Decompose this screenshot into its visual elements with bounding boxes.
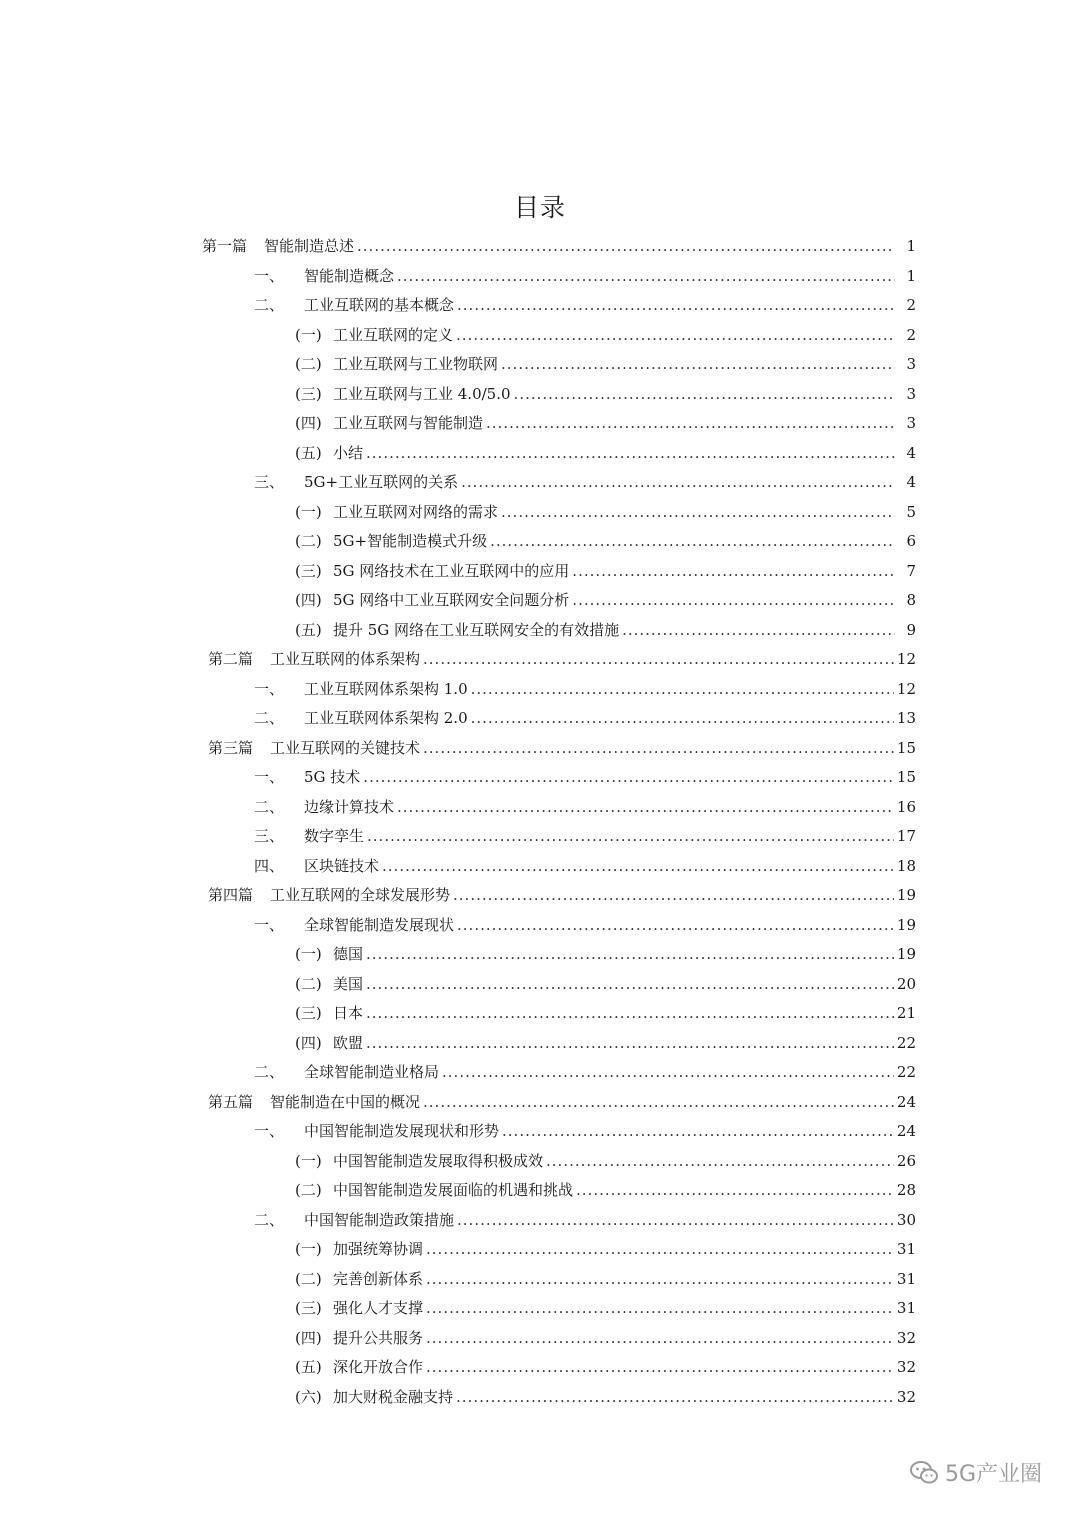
toc-entry[interactable] bbox=[208, 648, 916, 678]
toc-entry[interactable] bbox=[295, 619, 916, 649]
toc-entry-label: 深化开放合作 bbox=[333, 1358, 424, 1376]
toc-page-number: 4 bbox=[906, 443, 916, 462]
toc-entry-label: 强化人才支撑 bbox=[333, 1299, 424, 1317]
toc-dot-leader bbox=[423, 739, 894, 757]
toc-page-number: 24 bbox=[896, 1122, 916, 1140]
toc-entry-number: (二) bbox=[295, 1181, 322, 1199]
toc-dot-leader bbox=[471, 709, 894, 727]
toc-entry[interactable] bbox=[254, 707, 916, 737]
toc-entry-number: 二、 bbox=[254, 1063, 285, 1081]
toc-entry-label: 工业互联网的体系架构 bbox=[270, 650, 421, 668]
toc-dot-leader bbox=[397, 267, 895, 285]
toc-entry-title bbox=[295, 1032, 363, 1053]
toc-dot-leader bbox=[363, 768, 894, 786]
toc-dot-leader bbox=[367, 827, 894, 845]
toc-entry[interactable] bbox=[295, 1179, 916, 1209]
toc-entry-number: (五) bbox=[295, 443, 322, 462]
toc-entry[interactable] bbox=[295, 943, 916, 973]
toc-page-number: 21 bbox=[896, 1004, 916, 1022]
toc-dot-leader bbox=[366, 444, 895, 462]
toc-page-number: 32 bbox=[896, 1328, 916, 1347]
toc-page-number: 26 bbox=[896, 1151, 916, 1170]
toc-entry-number: (四) bbox=[295, 414, 322, 432]
toc-entry-title bbox=[295, 943, 363, 964]
toc-entry-label: 工业互联网的关键技术 bbox=[270, 738, 421, 757]
toc-entry-title bbox=[208, 648, 420, 669]
toc-entry[interactable] bbox=[254, 678, 916, 708]
toc-entry[interactable] bbox=[295, 1002, 916, 1032]
toc-entry-label: 区块链技术 bbox=[304, 856, 380, 875]
toc-page-number: 1 bbox=[906, 237, 916, 255]
toc-dot-leader bbox=[426, 1299, 894, 1317]
toc-entry-title bbox=[202, 235, 354, 256]
toc-page-number: 19 bbox=[896, 945, 916, 963]
toc-entry-number: 一、 bbox=[254, 266, 285, 285]
toc-entry[interactable] bbox=[295, 1327, 916, 1357]
toc-entry-number: (四) bbox=[295, 1033, 322, 1052]
toc-entry[interactable] bbox=[295, 383, 916, 413]
toc-dot-leader bbox=[572, 562, 895, 580]
toc-entry[interactable] bbox=[254, 855, 916, 885]
toc-entry-title bbox=[295, 1268, 423, 1289]
toc-dot-leader bbox=[490, 532, 895, 550]
toc-entry-title bbox=[208, 1091, 420, 1112]
toc-entry-number: (二) bbox=[295, 1269, 322, 1288]
toc-page-number: 12 bbox=[896, 679, 916, 698]
toc-page-number: 24 bbox=[896, 1092, 916, 1111]
toc-entry-number: (二) bbox=[295, 355, 322, 373]
toc-entry-number: 一、 bbox=[254, 915, 285, 934]
toc-entry-label: 工业互联网体系架构 2.0 bbox=[304, 709, 468, 727]
toc-entry-title bbox=[295, 412, 483, 433]
toc-entry[interactable] bbox=[295, 560, 916, 590]
toc-entry[interactable] bbox=[295, 501, 916, 531]
toc-entry-title bbox=[295, 1002, 363, 1023]
toc-entry-label: 5G 网络中工业互联网安全问题分析 bbox=[333, 591, 570, 609]
toc-entry[interactable] bbox=[208, 737, 916, 767]
toc-entry-label: 加大财税金融支持 bbox=[333, 1387, 454, 1406]
toc-entry[interactable] bbox=[295, 442, 916, 472]
toc-dot-leader bbox=[457, 916, 894, 934]
toc-entry-label: 工业互联网的基本概念 bbox=[304, 296, 455, 314]
toc-entry-label: 5G+工业互联网的关系 bbox=[304, 473, 459, 491]
watermark-text: 5G产业圈 bbox=[944, 1462, 1042, 1487]
toc-page-number: 19 bbox=[896, 886, 916, 904]
toc-entry-number: 四、 bbox=[254, 856, 285, 875]
toc-entry[interactable] bbox=[295, 589, 916, 619]
toc-dot-leader bbox=[366, 945, 894, 963]
toc-entry-number: (三) bbox=[295, 561, 322, 580]
watermark bbox=[909, 1457, 1042, 1488]
toc-entry[interactable] bbox=[295, 353, 916, 383]
toc-page-number: 16 bbox=[896, 797, 916, 816]
toc-entry[interactable] bbox=[295, 1238, 916, 1268]
toc-entry-label: 全球智能制造业格局 bbox=[304, 1063, 440, 1081]
toc-dot-leader bbox=[426, 1270, 894, 1288]
toc-dot-leader bbox=[486, 414, 895, 432]
toc-entry-label: 工业互联网体系架构 1.0 bbox=[304, 679, 468, 698]
toc-entry-number: 三、 bbox=[254, 827, 285, 845]
toc-entry-label: 数字孪生 bbox=[304, 827, 365, 845]
toc-entry[interactable] bbox=[254, 294, 916, 324]
toc-entry-number: 第四篇 bbox=[208, 886, 254, 904]
toc-dot-leader bbox=[501, 355, 895, 373]
toc-page-number: 20 bbox=[896, 974, 916, 993]
toc-entry-number: (四) bbox=[295, 591, 322, 609]
toc-page-number: 22 bbox=[896, 1063, 916, 1081]
toc-entry-title bbox=[254, 796, 394, 817]
toc-entry[interactable] bbox=[254, 766, 916, 796]
toc-entry-number: 一、 bbox=[254, 679, 285, 698]
toc-entry-number: (二) bbox=[295, 974, 322, 993]
toc-entry-label: 中国智能制造发展现状和形势 bbox=[304, 1122, 500, 1140]
toc-entry-number: 二、 bbox=[254, 709, 285, 727]
toc-entry-number: 二、 bbox=[254, 797, 285, 816]
toc-entry[interactable] bbox=[254, 471, 916, 501]
toc-entry-label: 中国智能制造政策措施 bbox=[304, 1210, 455, 1229]
toc-entry-number: 第五篇 bbox=[208, 1092, 254, 1111]
toc-dot-leader bbox=[366, 1004, 894, 1022]
toc-entry-title bbox=[254, 1061, 439, 1082]
toc-entry-number: 三、 bbox=[254, 473, 285, 491]
toc-page-number: 18 bbox=[896, 856, 916, 875]
toc-entry-number: (一) bbox=[295, 502, 322, 521]
toc-dot-leader bbox=[514, 385, 895, 403]
toc-entry-number: (一) bbox=[295, 1151, 322, 1170]
toc-entry-label: 完善创新体系 bbox=[333, 1269, 424, 1288]
toc-entry-number: 二、 bbox=[254, 1210, 285, 1229]
toc-entry-title bbox=[295, 1297, 423, 1318]
toc-entry-title bbox=[254, 707, 468, 728]
toc-entry-number: (一) bbox=[295, 325, 322, 344]
toc-entry-number: 二、 bbox=[254, 296, 285, 314]
toc-entry-number: (三) bbox=[295, 1004, 322, 1022]
toc-dot-leader bbox=[453, 886, 894, 904]
toc-page-number: 28 bbox=[896, 1181, 916, 1199]
toc-page-number: 8 bbox=[906, 591, 916, 609]
toc-entry-number: (三) bbox=[295, 384, 322, 403]
toc-entry[interactable] bbox=[254, 825, 916, 855]
toc-entry-label: 工业互联网的定义 bbox=[333, 325, 454, 344]
toc-entry-title bbox=[295, 324, 453, 345]
toc-dot-leader bbox=[502, 1122, 894, 1140]
toc-page-number: 32 bbox=[896, 1358, 916, 1376]
toc-entry[interactable] bbox=[295, 324, 916, 354]
toc-entry[interactable] bbox=[295, 412, 916, 442]
toc-entry[interactable] bbox=[202, 235, 916, 265]
toc-entry-title bbox=[295, 1356, 423, 1377]
toc-dot-leader bbox=[457, 1211, 894, 1229]
toc-entry-label: 边缘计算技术 bbox=[304, 797, 395, 816]
toc-page-number: 13 bbox=[896, 709, 916, 727]
toc-page-number: 1 bbox=[906, 266, 916, 285]
toc-entry-title bbox=[254, 914, 454, 935]
toc-page-number: 6 bbox=[906, 532, 916, 550]
toc-entry-number: 第二篇 bbox=[208, 650, 254, 668]
toc-page-number: 17 bbox=[896, 827, 916, 845]
toc-entry[interactable] bbox=[254, 1061, 916, 1091]
toc-entry-number: (三) bbox=[295, 1299, 322, 1317]
toc-entry-title bbox=[295, 1238, 423, 1259]
toc-entry-number: (六) bbox=[295, 1387, 322, 1406]
toc-dot-leader bbox=[423, 1093, 894, 1111]
toc-page-number: 5 bbox=[906, 502, 916, 521]
toc-entry-title bbox=[254, 1209, 454, 1230]
toc-entry-label: 5G+智能制造模式升级 bbox=[333, 532, 488, 550]
toc-dot-leader bbox=[382, 857, 894, 875]
toc-entry-title bbox=[295, 560, 569, 581]
toc-entry-title bbox=[208, 737, 420, 758]
toc-entry-label: 工业互联网与工业 4.0/5.0 bbox=[333, 384, 511, 403]
toc-dot-leader bbox=[622, 621, 895, 639]
toc-dot-leader bbox=[461, 473, 895, 491]
toc-entry-label: 美国 bbox=[333, 974, 364, 993]
toc-entry-label: 德国 bbox=[333, 945, 364, 963]
toc-dot-leader bbox=[426, 1358, 894, 1376]
toc-entry[interactable] bbox=[295, 1268, 916, 1298]
toc-entry-title bbox=[295, 619, 619, 640]
toc-page-number: 12 bbox=[896, 650, 916, 668]
toc-entry-number: 一、 bbox=[254, 768, 285, 786]
toc-entry-title bbox=[295, 530, 487, 551]
toc-entry-title bbox=[254, 855, 379, 876]
toc-dot-leader bbox=[457, 296, 895, 314]
toc-entry-label: 5G 技术 bbox=[304, 768, 361, 786]
toc-entry-title bbox=[295, 1386, 453, 1407]
toc-entry[interactable] bbox=[254, 1209, 916, 1239]
toc-page-number: 3 bbox=[906, 355, 916, 373]
toc-dot-leader bbox=[357, 237, 895, 255]
toc-page-number: 2 bbox=[906, 296, 916, 314]
toc-entry-label: 工业互联网的全球发展形势 bbox=[270, 886, 451, 904]
toc-page-number: 9 bbox=[906, 620, 916, 639]
toc-dot-leader bbox=[397, 798, 894, 816]
toc-entry-title bbox=[295, 589, 569, 610]
toc-entry-label: 小结 bbox=[333, 443, 364, 462]
toc-entry[interactable] bbox=[254, 796, 916, 826]
toc-entry-number: (五) bbox=[295, 1358, 322, 1376]
toc-entry-title bbox=[295, 973, 363, 994]
toc-entry-title bbox=[254, 471, 458, 492]
toc-entry[interactable] bbox=[208, 1091, 916, 1121]
toc-entry-label: 提升公共服务 bbox=[333, 1328, 424, 1347]
toc-entry[interactable] bbox=[295, 1356, 916, 1386]
toc-dot-leader bbox=[572, 591, 895, 609]
toc-entry-title bbox=[254, 265, 394, 286]
toc-entry-label: 提升 5G 网络在工业互联网安全的有效措施 bbox=[333, 620, 620, 639]
page-title: 目录 bbox=[513, 193, 566, 222]
toc-entry-label: 加强统筹协调 bbox=[333, 1240, 424, 1258]
toc-entry-title bbox=[254, 825, 364, 846]
toc-entry-title bbox=[295, 1179, 573, 1200]
toc-entry[interactable] bbox=[254, 265, 916, 295]
toc-dot-leader bbox=[366, 1034, 894, 1052]
toc-entry-label: 工业互联网对网络的需求 bbox=[333, 502, 499, 521]
toc-entry-title bbox=[295, 501, 498, 522]
toc-page-number: 15 bbox=[896, 738, 916, 757]
toc-page-number: 3 bbox=[906, 384, 916, 403]
toc-page-number: 3 bbox=[906, 414, 916, 432]
toc-page-number: 31 bbox=[896, 1269, 916, 1288]
toc-entry-label: 5G 网络技术在工业互联网中的应用 bbox=[333, 561, 570, 580]
toc-entry[interactable] bbox=[295, 1386, 916, 1416]
toc-dot-leader bbox=[576, 1181, 894, 1199]
toc-entry-title bbox=[254, 766, 360, 787]
toc-dot-leader bbox=[546, 1152, 894, 1170]
toc-page-number: 2 bbox=[906, 325, 916, 344]
toc-entry[interactable] bbox=[254, 1120, 916, 1150]
toc-entry-number: (五) bbox=[295, 620, 322, 639]
toc-entry-title bbox=[254, 294, 454, 315]
toc-entry-label: 中国智能制造发展面临的机遇和挑战 bbox=[333, 1181, 574, 1199]
toc-entry-number: (一) bbox=[295, 945, 322, 963]
toc-entry-label: 欧盟 bbox=[333, 1033, 364, 1052]
wechat-icon bbox=[909, 1460, 939, 1486]
toc-page-number: 7 bbox=[906, 561, 916, 580]
toc-dot-leader bbox=[456, 1388, 894, 1406]
toc-entry[interactable] bbox=[295, 1297, 916, 1327]
toc-entry-title bbox=[208, 884, 450, 905]
toc-page-number: 30 bbox=[896, 1210, 916, 1229]
toc-entry-title bbox=[295, 1327, 423, 1348]
toc-entry-title bbox=[254, 1120, 499, 1141]
toc-dot-leader bbox=[501, 503, 895, 521]
toc-entry-title bbox=[254, 678, 468, 699]
toc-entry-label: 智能制造概念 bbox=[304, 266, 395, 285]
toc-entry-number: 一、 bbox=[254, 1122, 285, 1140]
toc-entry-number: (一) bbox=[295, 1240, 322, 1258]
toc-dot-leader bbox=[423, 650, 894, 668]
toc-dot-leader bbox=[471, 680, 894, 698]
toc-page-number: 31 bbox=[896, 1240, 916, 1258]
toc-list bbox=[0, 235, 1080, 1415]
toc-entry-title bbox=[295, 1150, 543, 1171]
toc-entry-title bbox=[295, 353, 498, 374]
toc-dot-leader bbox=[442, 1063, 894, 1081]
toc-entry[interactable] bbox=[295, 530, 916, 560]
toc-page-number: 4 bbox=[906, 473, 916, 491]
toc-dot-leader bbox=[456, 326, 895, 344]
toc-entry-number: 第三篇 bbox=[208, 738, 254, 757]
toc-entry-label: 工业互联网与智能制造 bbox=[333, 414, 484, 432]
toc-entry[interactable] bbox=[254, 914, 916, 944]
toc-page-number: 15 bbox=[896, 768, 916, 786]
toc-entry-label: 智能制造总述 bbox=[264, 237, 355, 255]
toc-entry-label: 工业互联网与工业物联网 bbox=[333, 355, 499, 373]
toc-entry-label: 全球智能制造发展现状 bbox=[304, 915, 455, 934]
toc-entry[interactable] bbox=[208, 884, 916, 914]
toc-dot-leader bbox=[426, 1329, 894, 1347]
toc-entry-label: 中国智能制造发展取得积极成效 bbox=[333, 1151, 544, 1170]
toc-entry-label: 日本 bbox=[333, 1004, 364, 1022]
toc-entry-number: (四) bbox=[295, 1328, 322, 1347]
toc-page-number: 31 bbox=[896, 1299, 916, 1317]
toc-page-number: 22 bbox=[896, 1033, 916, 1052]
toc-page-number: 32 bbox=[896, 1387, 916, 1406]
toc-page-number: 19 bbox=[896, 915, 916, 934]
toc-dot-leader bbox=[426, 1240, 894, 1258]
toc-entry[interactable] bbox=[295, 1150, 916, 1180]
toc-entry-title bbox=[295, 383, 511, 404]
toc-entry-label: 智能制造在中国的概况 bbox=[270, 1092, 421, 1111]
toc-entry[interactable] bbox=[295, 973, 916, 1003]
toc-entry-number: (二) bbox=[295, 532, 322, 550]
toc-entry-number: 第一篇 bbox=[202, 237, 248, 255]
toc-entry-title bbox=[295, 442, 363, 463]
toc-entry[interactable] bbox=[295, 1032, 916, 1062]
toc-dot-leader bbox=[366, 975, 894, 993]
